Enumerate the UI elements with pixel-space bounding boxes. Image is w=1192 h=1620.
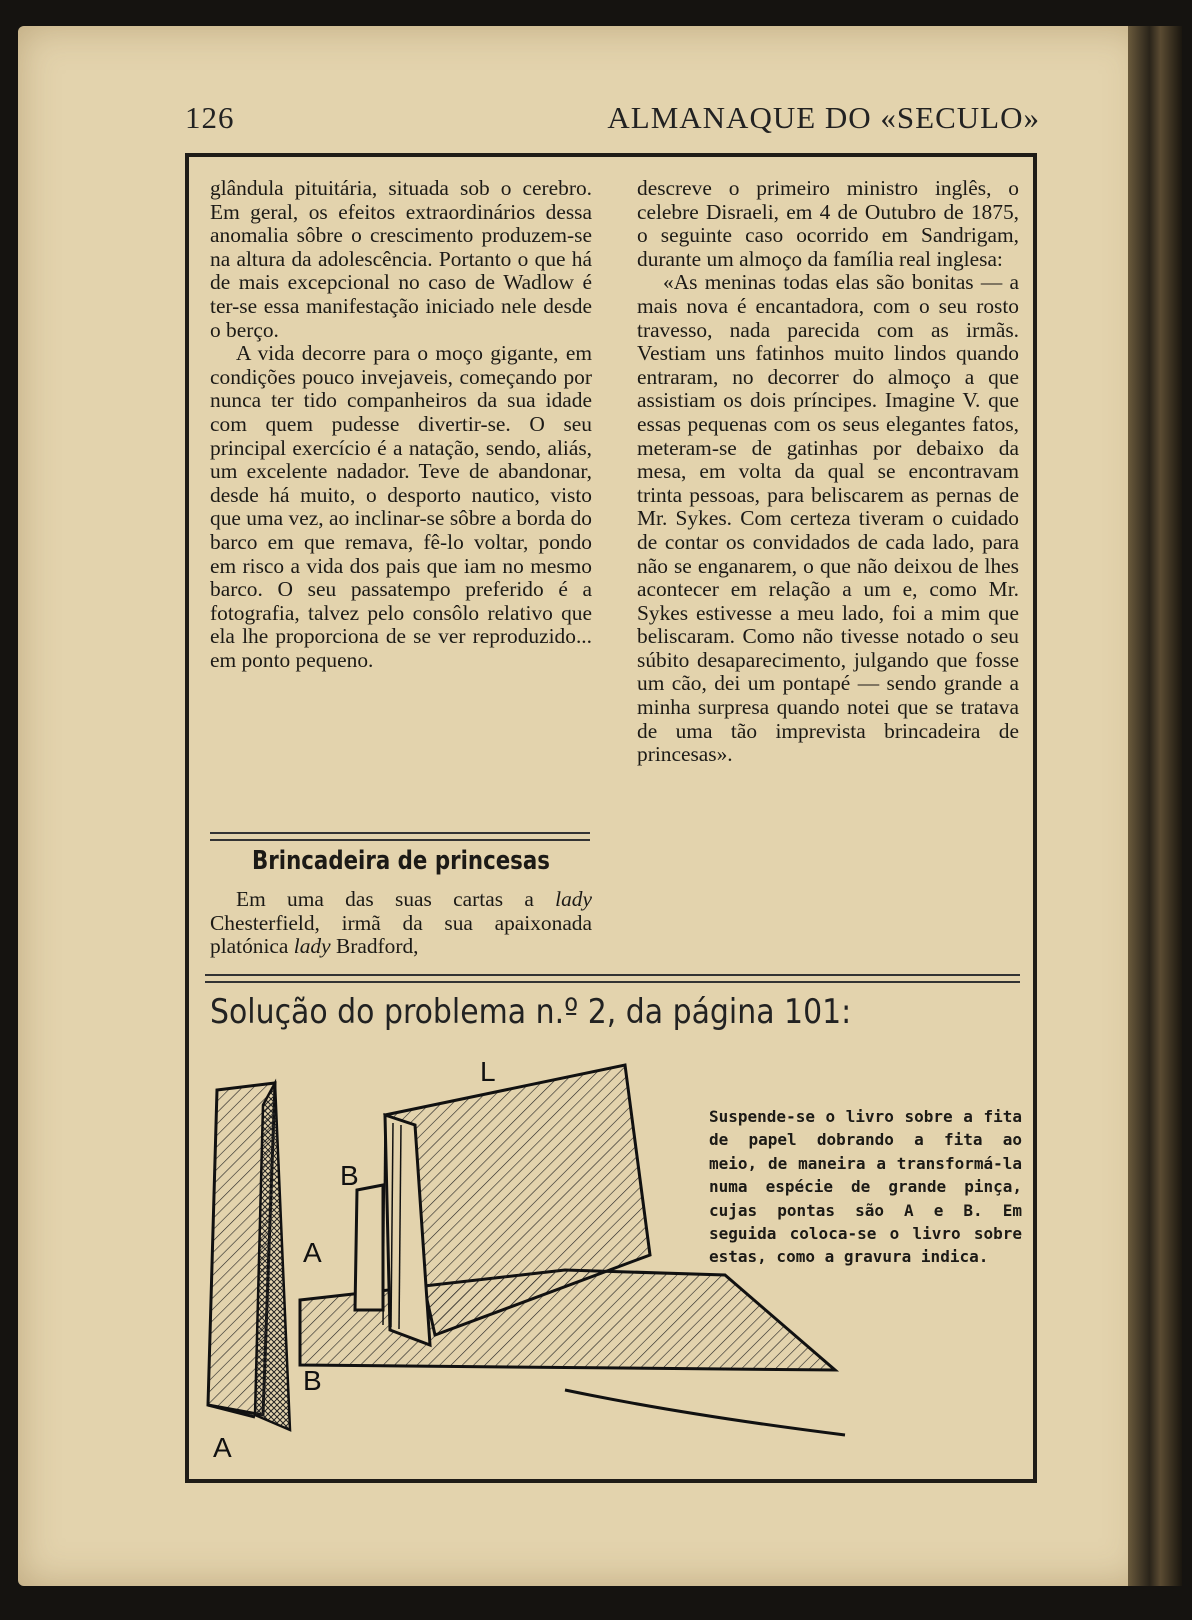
solution-title: Solução do problema n.º 2, da página 101: <box>210 992 852 1032</box>
intro-text: Em uma das suas cartas a <box>236 887 534 911</box>
article-intro <box>210 888 592 959</box>
italic-lady: lady <box>293 934 331 959</box>
article-heading: Brincadeira de princesas <box>252 846 550 876</box>
paragraph: descreve o primeiro ministro inglês, o celebre Disraeli, em 4 de Outubro de 1875, o seguinte caso ocorrido em Sandrigam, durante um almoço da família real inglesa: <box>637 176 1019 271</box>
italic-lady: lady <box>555 887 592 911</box>
intro-text: Bradford, <box>335 934 419 959</box>
frame-top-rule <box>185 153 1037 157</box>
frame-bottom-rule <box>185 1479 1037 1483</box>
label-B-upper: B <box>340 1160 359 1191</box>
solution-caption: Suspende-se o livro sobre a fita de papel dobrando a fita ao meio, de maneira a transformá-la numa espécie de grande pinça, cujas pontas são A e B. Em seguida coloca-se o livro sobre estas, como a gravura indica. <box>709 1107 1022 1267</box>
label-B-lower: B <box>303 1365 322 1396</box>
page-header <box>185 100 1040 142</box>
frame-left-rule <box>185 153 189 1483</box>
paragraph: A vida decorre para o moço gigante, em condições pouco invejaveis, começando por nunca ter tido companheiros da sua idade com quem pudesse divertir-se. O seu principal exercício é a natação, sendo, aliás, um excelente nadador. Teve de abandonar, desde há muito, o desporto nautico, visto que uma vez, ao inclinar-se sôbre a borda do barco em que remava, fê-lo voltar, pondo em risco a vida dos pais que iam no mesmo barco. O seu passatempo preferido é a fotografia, talvez pelo consôlo relativo que ela lhe proporciona de se ver reproduzido... em ponto pequeno. <box>210 341 592 672</box>
column-divider-rule <box>210 832 590 841</box>
frame-right-rule <box>1033 153 1037 1483</box>
paragraph: «As meninas todas elas são bonitas — a mais nova é encantadora, com o seu rosto travesso, nada parecida com as irmãs. Vestiam uns fatinhos muito lindos quando entraram, no decorrer do almoço a que assistiam os dois príncipes. Imagine V. que essas pequenas com os seus elegantes fatos, meteram-se de gatinhas por debaixo da mesa, em volta da qual se encontravam trinta pessoas, para beliscarem as pernas de Mr. Sykes. Com certeza tiveram o cuidado de contar os convidados de cada lado, para não se enganarem, o que não deixou de lhes acontecer em relação a um e, como Mr. Sykes estivesse a meu lado, foi a mim que beliscaram. Como não tivesse notado o seu súbito desaparecimento, julgando que fosse um cão, dei um pontapé — sendo grande a minha surpresa quando notei que se tratava de uma tão imprevista brincadeira de princesas». <box>637 270 1019 767</box>
page-number: 126 <box>185 100 235 135</box>
paragraph <box>210 888 592 959</box>
label-L: L <box>480 1056 496 1087</box>
label-A-lower: A <box>213 1432 232 1463</box>
folded-strip-drawing <box>208 1083 290 1430</box>
left-column <box>210 177 592 672</box>
intro-text: Chesterfield, irmã da sua apaixonada platónica <box>210 910 592 959</box>
section-divider-rule <box>205 974 1020 983</box>
label-A-upper: A <box>303 1237 322 1268</box>
paragraph: glândula pituitária, situada sob o cerebro. Em geral, os efeitos extraordinários dessa anomalia sôbre o crescimento produzem-se na altura da adolescência. Portanto o que há de mais excepcional no caso de Wadlow é ter-se essa manifestação iniciado nele desde o berço. <box>210 176 592 342</box>
running-title: ALMANAQUE DO «SECULO» <box>607 100 1040 135</box>
book-spine <box>1128 26 1182 1586</box>
right-column <box>637 177 1019 767</box>
